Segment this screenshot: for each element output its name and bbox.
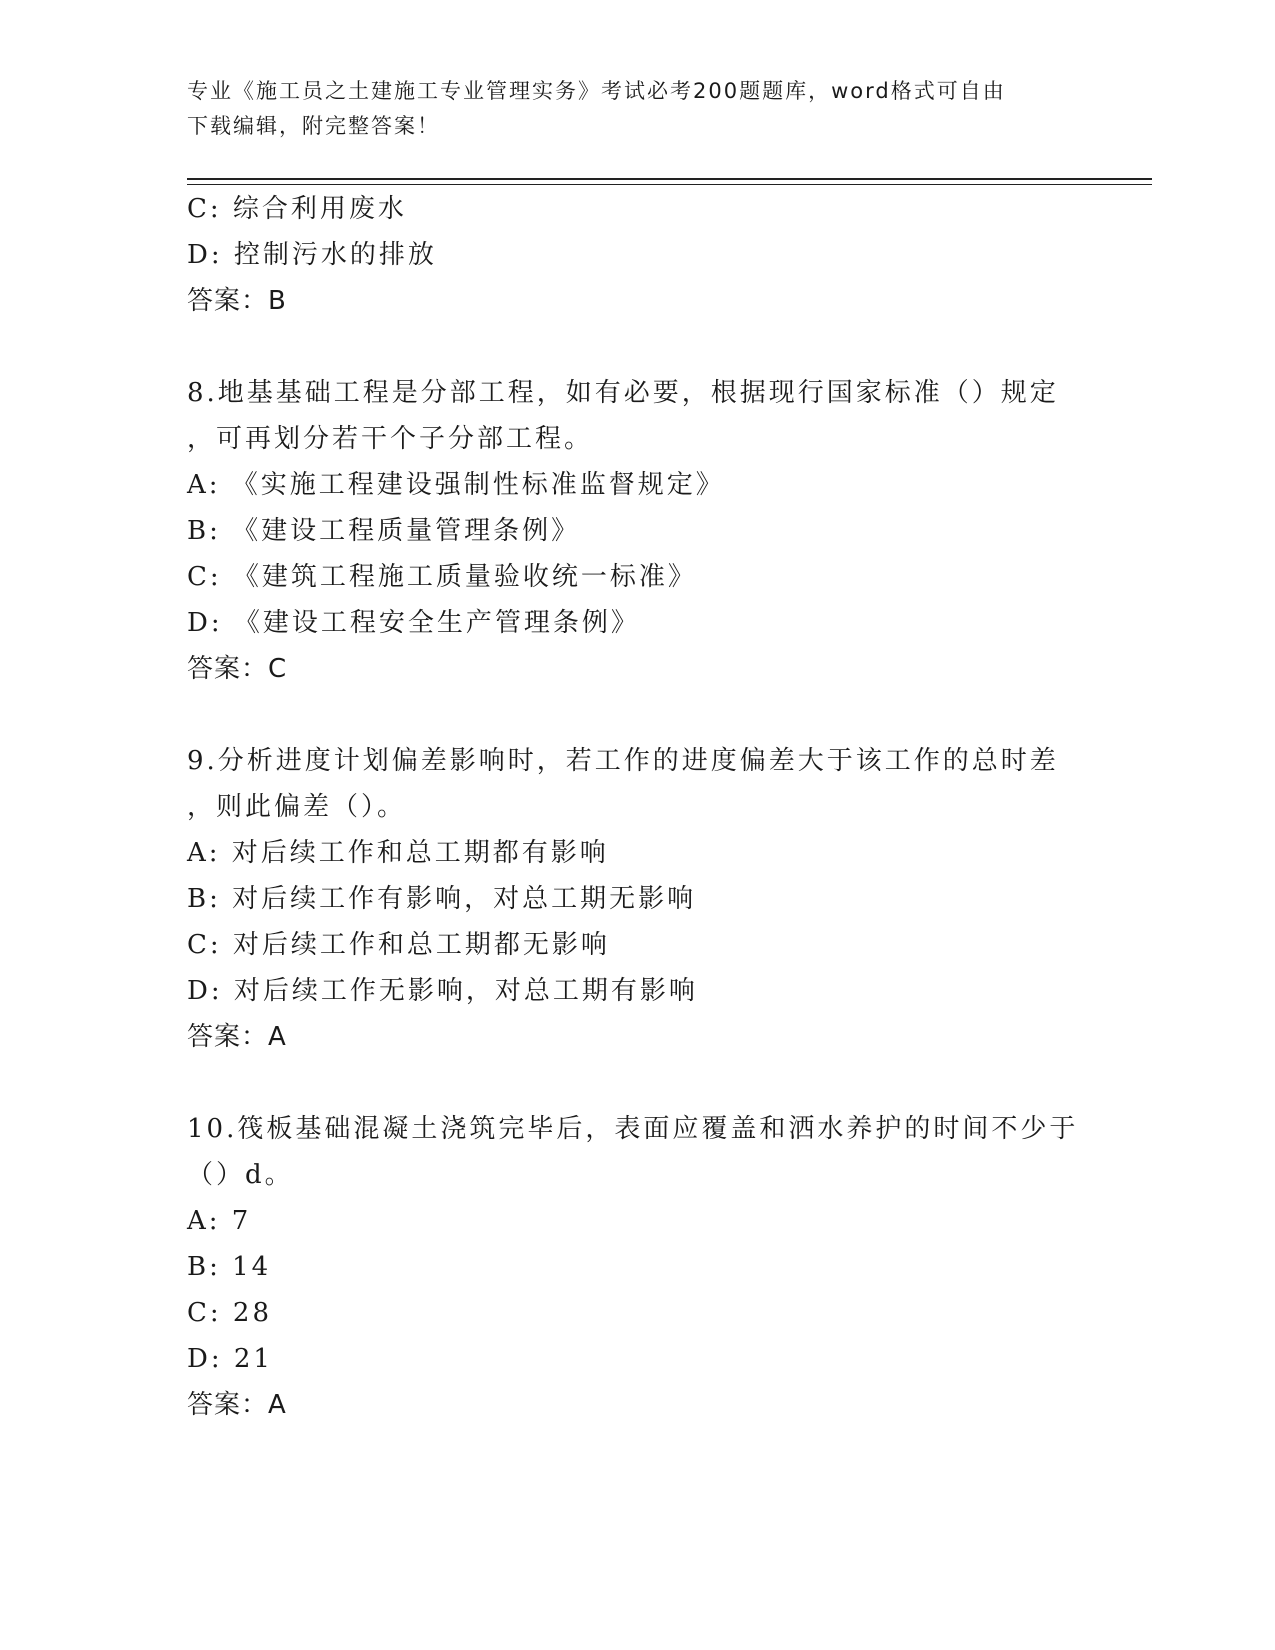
option-b: B: 《建设工程质量管理条例》 xyxy=(187,516,581,546)
option-c: C: 对后续工作和总工期都无影响 xyxy=(187,930,610,960)
document-header xyxy=(187,74,1087,144)
option-d: D: 对后续工作无影响，对总工期有影响 xyxy=(187,976,698,1006)
option-b: B: 14 xyxy=(187,1252,272,1282)
option-c: C: 《建筑工程施工质量验收统一标准》 xyxy=(187,562,697,592)
previous-question-tail xyxy=(187,186,1087,324)
header-divider-thick xyxy=(187,178,1152,180)
option-d: D: 控制污水的排放 xyxy=(187,240,437,270)
answer-line: 答案：B xyxy=(187,286,287,316)
question-list xyxy=(187,186,1087,1428)
answer-line: 答案：A xyxy=(187,1390,287,1420)
answer-line: 答案：A xyxy=(187,1022,287,1052)
option-d: D: 《建设工程安全生产管理条例》 xyxy=(187,608,640,638)
question-8 xyxy=(187,370,1087,692)
question-stem-line-1: 10.筏板基础混凝土浇筑完毕后，表面应覆盖和洒水养护的时间不少于 xyxy=(187,1114,1079,1144)
answer-line: 答案：C xyxy=(187,654,288,684)
option-c: C: 28 xyxy=(187,1298,273,1328)
question-stem-line-2: ，可再划分若干个子分部工程。 xyxy=(187,424,594,454)
header-divider-thin xyxy=(187,184,1152,185)
option-a: A: 《实施工程建设强制性标准监督规定》 xyxy=(187,470,725,500)
question-stem-line-2: ，则此偏差（）。 xyxy=(187,792,407,822)
question-stem-line-1: 9.分析进度计划偏差影响时，若工作的进度偏差大于该工作的总时差 xyxy=(187,746,1059,776)
question-stem-line-1: 8.地基基础工程是分部工程，如有必要，根据现行国家标准（）规定 xyxy=(187,378,1059,408)
header-line-2: 下载编辑，附完整答案！ xyxy=(187,114,440,138)
option-a: A: 对后续工作和总工期都有影响 xyxy=(187,838,609,868)
option-b: B: 对后续工作有影响，对总工期无影响 xyxy=(187,884,697,914)
question-stem-line-2: （）d。 xyxy=(187,1160,294,1190)
option-c: C: 综合利用废水 xyxy=(187,194,407,224)
option-a: A: 7 xyxy=(187,1206,252,1236)
option-d: D: 21 xyxy=(187,1344,273,1374)
header-line-1: 专业《施工员之土建施工专业管理实务》考试必考200题题库，word格式可自由 xyxy=(187,79,1006,103)
question-10 xyxy=(187,1106,1087,1428)
question-9 xyxy=(187,738,1087,1060)
